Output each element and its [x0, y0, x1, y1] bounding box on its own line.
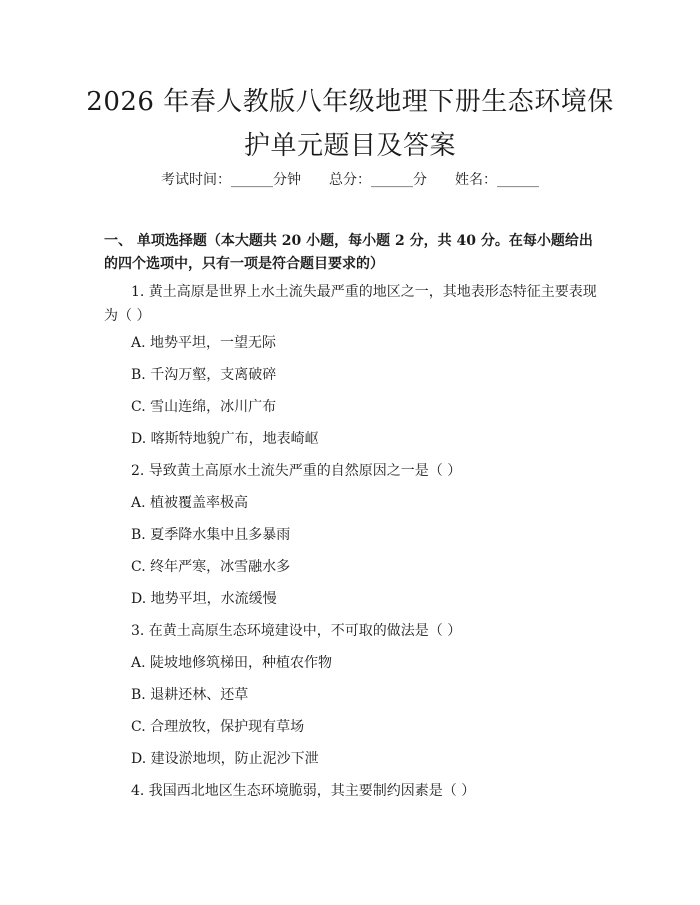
- question-3-option-a: A. 陡坡地修筑梯田，种植农作物: [131, 655, 333, 671]
- question-3-stem: 3. 在黄土高原生态环境建设中，不可取的做法是（ ）: [131, 623, 462, 639]
- document-title: [70, 80, 630, 168]
- question-4-stem: 4. 我国西北地区生态环境脆弱，其主要制约因素是（ ）: [131, 783, 476, 799]
- question-1-option-a: A. 地势平坦，一望无际: [131, 335, 277, 351]
- question-2-option-d: D. 地势平坦，水流缓慢: [131, 591, 277, 607]
- question-3-option-d: D. 建设淤地坝，防止泥沙下泄: [131, 751, 319, 767]
- title-line-2: 护单元题目及答案: [243, 131, 456, 161]
- question-1-stem: 1. 黄土高原是世界上水土流失最严重的地区之一，其地表形态特征主要表现为（ ）: [104, 284, 597, 324]
- exam-info: [0, 170, 700, 190]
- question-1-option-d: D. 喀斯特地貌广布，地表崎岖: [131, 431, 319, 447]
- exam-score: 总分：______分: [329, 172, 427, 188]
- question-1-option-c: C. 雪山连绵，冰川广布: [131, 399, 277, 415]
- question-1-option-b: B. 千沟万壑，支离破碎: [131, 367, 277, 383]
- question-2-option-b: B. 夏季降水集中且多暴雨: [131, 527, 291, 543]
- question-3-option-c: C. 合理放牧，保护现有草场: [131, 719, 305, 735]
- question-2-option-c: C. 终年严寒，冰雪融水多: [131, 559, 291, 575]
- exam-time: 考试时间：______分钟: [161, 172, 301, 188]
- question-3-option-b: B. 退耕还林、还草: [131, 687, 249, 703]
- exam-name: 姓名：______: [455, 172, 539, 188]
- question-2-stem: 2. 导致黄土高原水土流失严重的自然原因之一是（ ）: [131, 463, 462, 479]
- section-heading: 一、 单项选择题（本大题共 20 小题，每小题 2 分，共 40 分。在每小题给出的四个选项中，只有一项是符合题目要求的）: [104, 233, 593, 272]
- title-line-1: 2026 年春人教版八年级地理下册生态环境保: [86, 87, 614, 117]
- question-2-option-a: A. 植被覆盖率极高: [131, 495, 249, 511]
